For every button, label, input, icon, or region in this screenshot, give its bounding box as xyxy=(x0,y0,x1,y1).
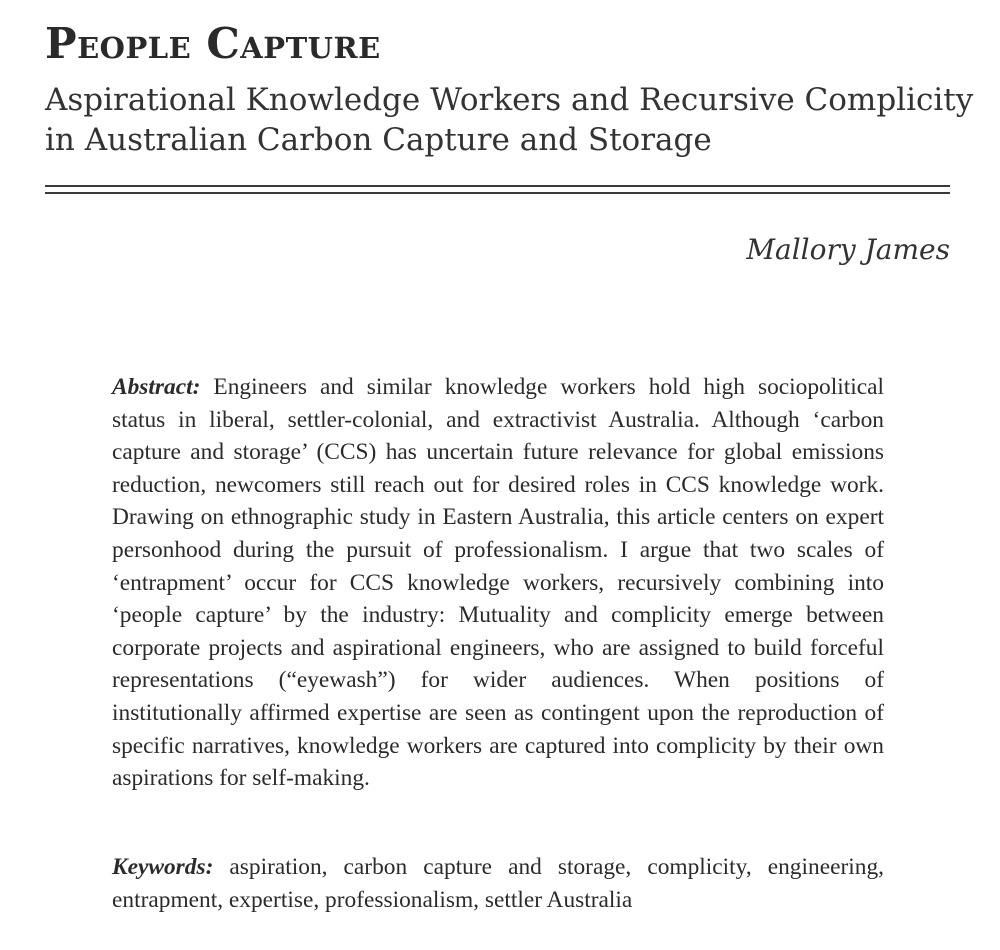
keywords xyxy=(112,851,884,916)
abstract-label: Abstract: xyxy=(112,374,201,400)
keywords-text: aspiration, carbon capture and storage, complicity, engineering, entrapment, expertise, professionalism, settler Australia xyxy=(112,854,884,913)
title-divider-top xyxy=(45,185,950,187)
title-divider-bottom xyxy=(45,192,950,194)
abstract xyxy=(112,371,884,795)
author-name: Mallory James xyxy=(746,233,950,266)
abstract-text: Engineers and similar knowledge workers hold high sociopolitical status in liberal, settler-colonial, and extractivist Australia. Although ‘carbon capture and storage’ (CCS) has uncertain future relevance for global emissions reduction, newcomers still reach out for desired roles in CCS knowledge work. Drawing on ethnographic study in Eastern Australia, this article centers on expert personhood during the pursuit of professionalism. I argue that two scales of ‘entrapment’ occur for CCS knowledge workers, recursively combining into ‘people capture’ by the industry: Mutuality and complicity emerge between corporate projects and aspirational engineers, who are assigned to build forceful representations (“eyewash”) for wider audiences. When positions of institutionally affirmed expertise are seen as contingent upon the reproduction of specific narratives, knowledge workers are captured into complicity by their own aspirations for self-making. xyxy=(112,374,884,792)
article-subtitle: Aspirational Knowledge Workers and Recursive Complicity in Australian Carbon Capture and Storage xyxy=(45,82,974,158)
keywords-label: Keywords: xyxy=(112,854,214,880)
article-title: People Capture xyxy=(45,19,381,68)
